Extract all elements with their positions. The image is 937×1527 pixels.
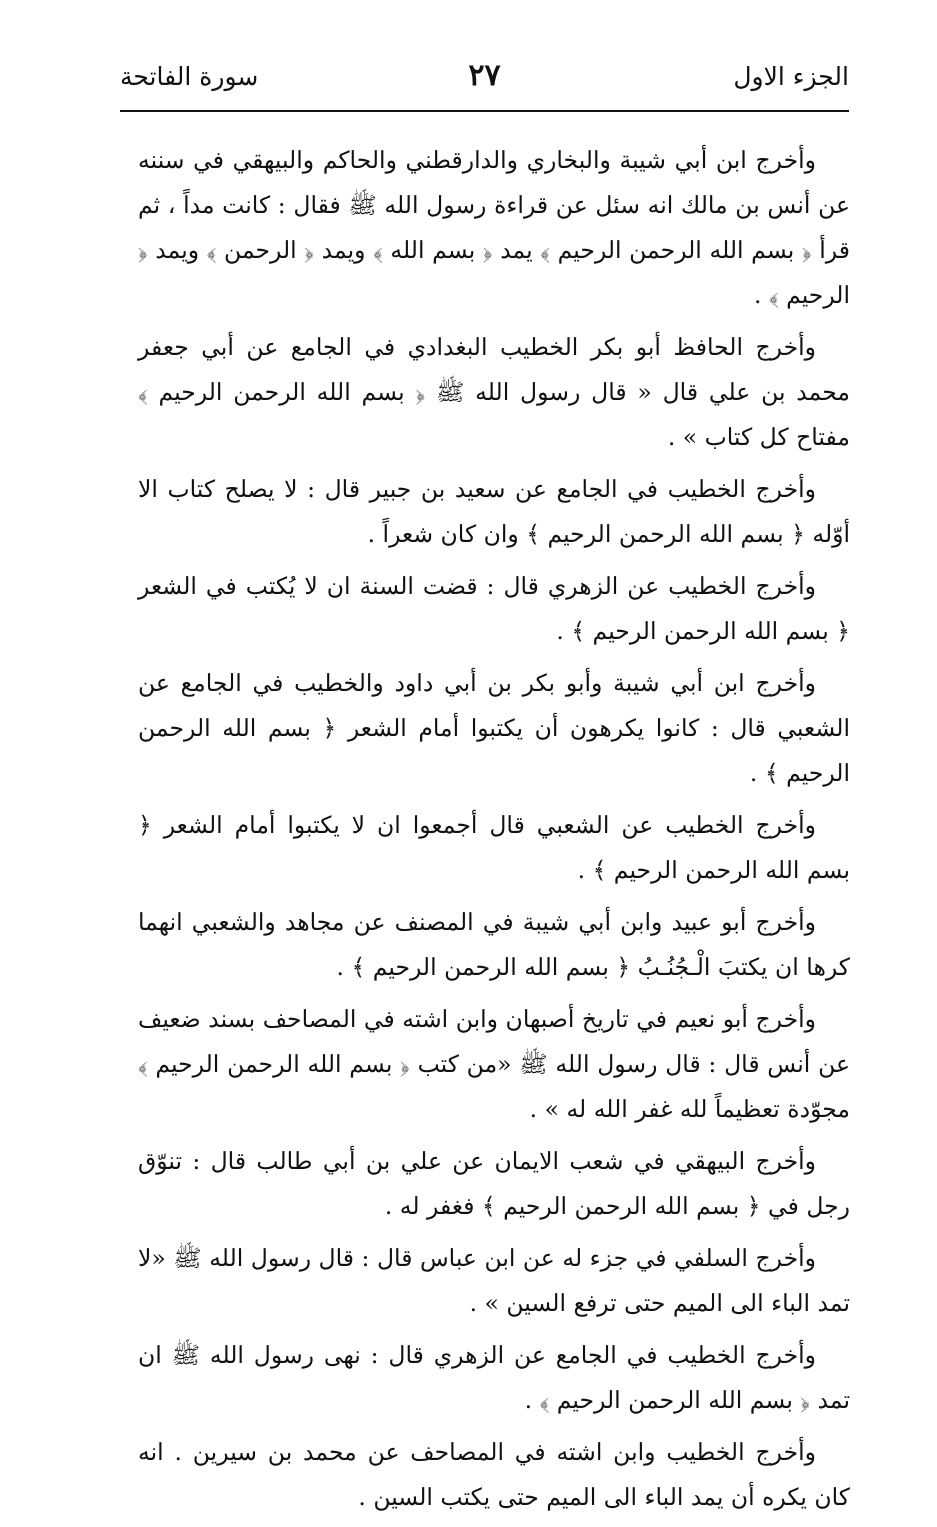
- running-header: [120, 58, 849, 102]
- paragraph: وأخرج الخطيب عن الشعبي قال أجمعوا ان لا يكتبوا أمام الشعر ﴿ بسم الله الرحمن الرحيم ﴾ .: [138, 811, 850, 884]
- paragraph: وأخرج الخطيب في الجامع عن سعيد بن جبير قال : لا يصلح كتاب الا أوّله ﴿ بسم الله الرحمن الرحيم ﴾ وان كان شعراً .: [138, 475, 850, 548]
- paragraph: وأخرج أبو نعيم في تاريخ أصبهان وابن اشته في المصاحف بسند ضعيف عن أنس قال : قال رسول الله ﷺ «من كتب ﴿ بسم الله الرحمن الرحيم ﴾ مجوّدة تعظيماً لله غفر الله له » .: [138, 1005, 850, 1123]
- paragraph: وأخرج أبو عبيد وابن أبي شيبة في المصنف عن مجاهد والشعبي انهما كرها ان يكتبَ الْـجُنُـبُ ﴿ بسم الله الرحمن الرحيم ﴾ .: [138, 908, 850, 981]
- paragraph: وأخرج البيهقي في شعب الايمان عن علي بن أبي طالب قال : تنوّق رجل في ﴿ بسم الله الرحمن الرحيم ﴾ فغفر له .: [138, 1147, 850, 1220]
- paragraph: وأخرج الخطيب عن الزهري قال : قضت السنة ان لا يُكتب في الشعر ﴿ بسم الله الرحمن الرحيم ﴾ .: [138, 572, 850, 645]
- surah-title: سورة الفاتحة: [120, 62, 259, 91]
- paragraph: وأخرج الخطيب وابن اشته في المصاحف عن محمد بن سيرين . انه كان يكره أن يمد الباء الى الميم حتى يكتب السين .: [138, 1438, 850, 1511]
- header-rule: [120, 110, 849, 112]
- paragraph: وأخرج الخطيب في الجامع عن الزهري قال : نهى رسول الله ﷺ ان تمد ﴿ بسم الله الرحمن الرحيم ﴾ .: [138, 1341, 850, 1414]
- paragraph: وأخرج ابن أبي شيبة وأبو بكر بن أبي داود والخطيب في الجامع عن الشعبي قال : كانوا يكرهون أن يكتبوا أمام الشعر ﴿ بسم الله الرحمن الرحيم ﴾ .: [138, 669, 850, 787]
- paragraph: وأخرج السلفي في جزء له عن ابن عباس قال : قال رسول الله ﷺ «لا تمد الباء الى الميم حتى ترفع السين » .: [138, 1244, 850, 1317]
- paragraph: وأخرج الحافظ أبو بكر الخطيب البغدادي في الجامع عن أبي جعفر محمد بن علي قال « قال رسول الله ﷺ ﴿ بسم الله الرحمن الرحيم ﴾ مفتاح كل كتاب » .: [138, 333, 850, 451]
- page-body: [138, 138, 850, 1527]
- page-number: ٢٧: [468, 58, 501, 93]
- part-title: الجزء الاول: [733, 62, 849, 91]
- paragraph: وأخرج ابن أبي شيبة والبخاري والدارقطني والحاكم والبيهقي في سننه عن أنس بن مالك انه سئل عن قراءة رسول الله ﷺ فقال : كانت مداً ، ثم قرأ ﴿ بسم الله الرحمن الرحيم ﴾ يمد ﴿ بسم الله ﴾ ويمد ﴿ الرحمن ﴾ ويمد ﴿ الرحيم ﴾ .: [138, 146, 850, 309]
